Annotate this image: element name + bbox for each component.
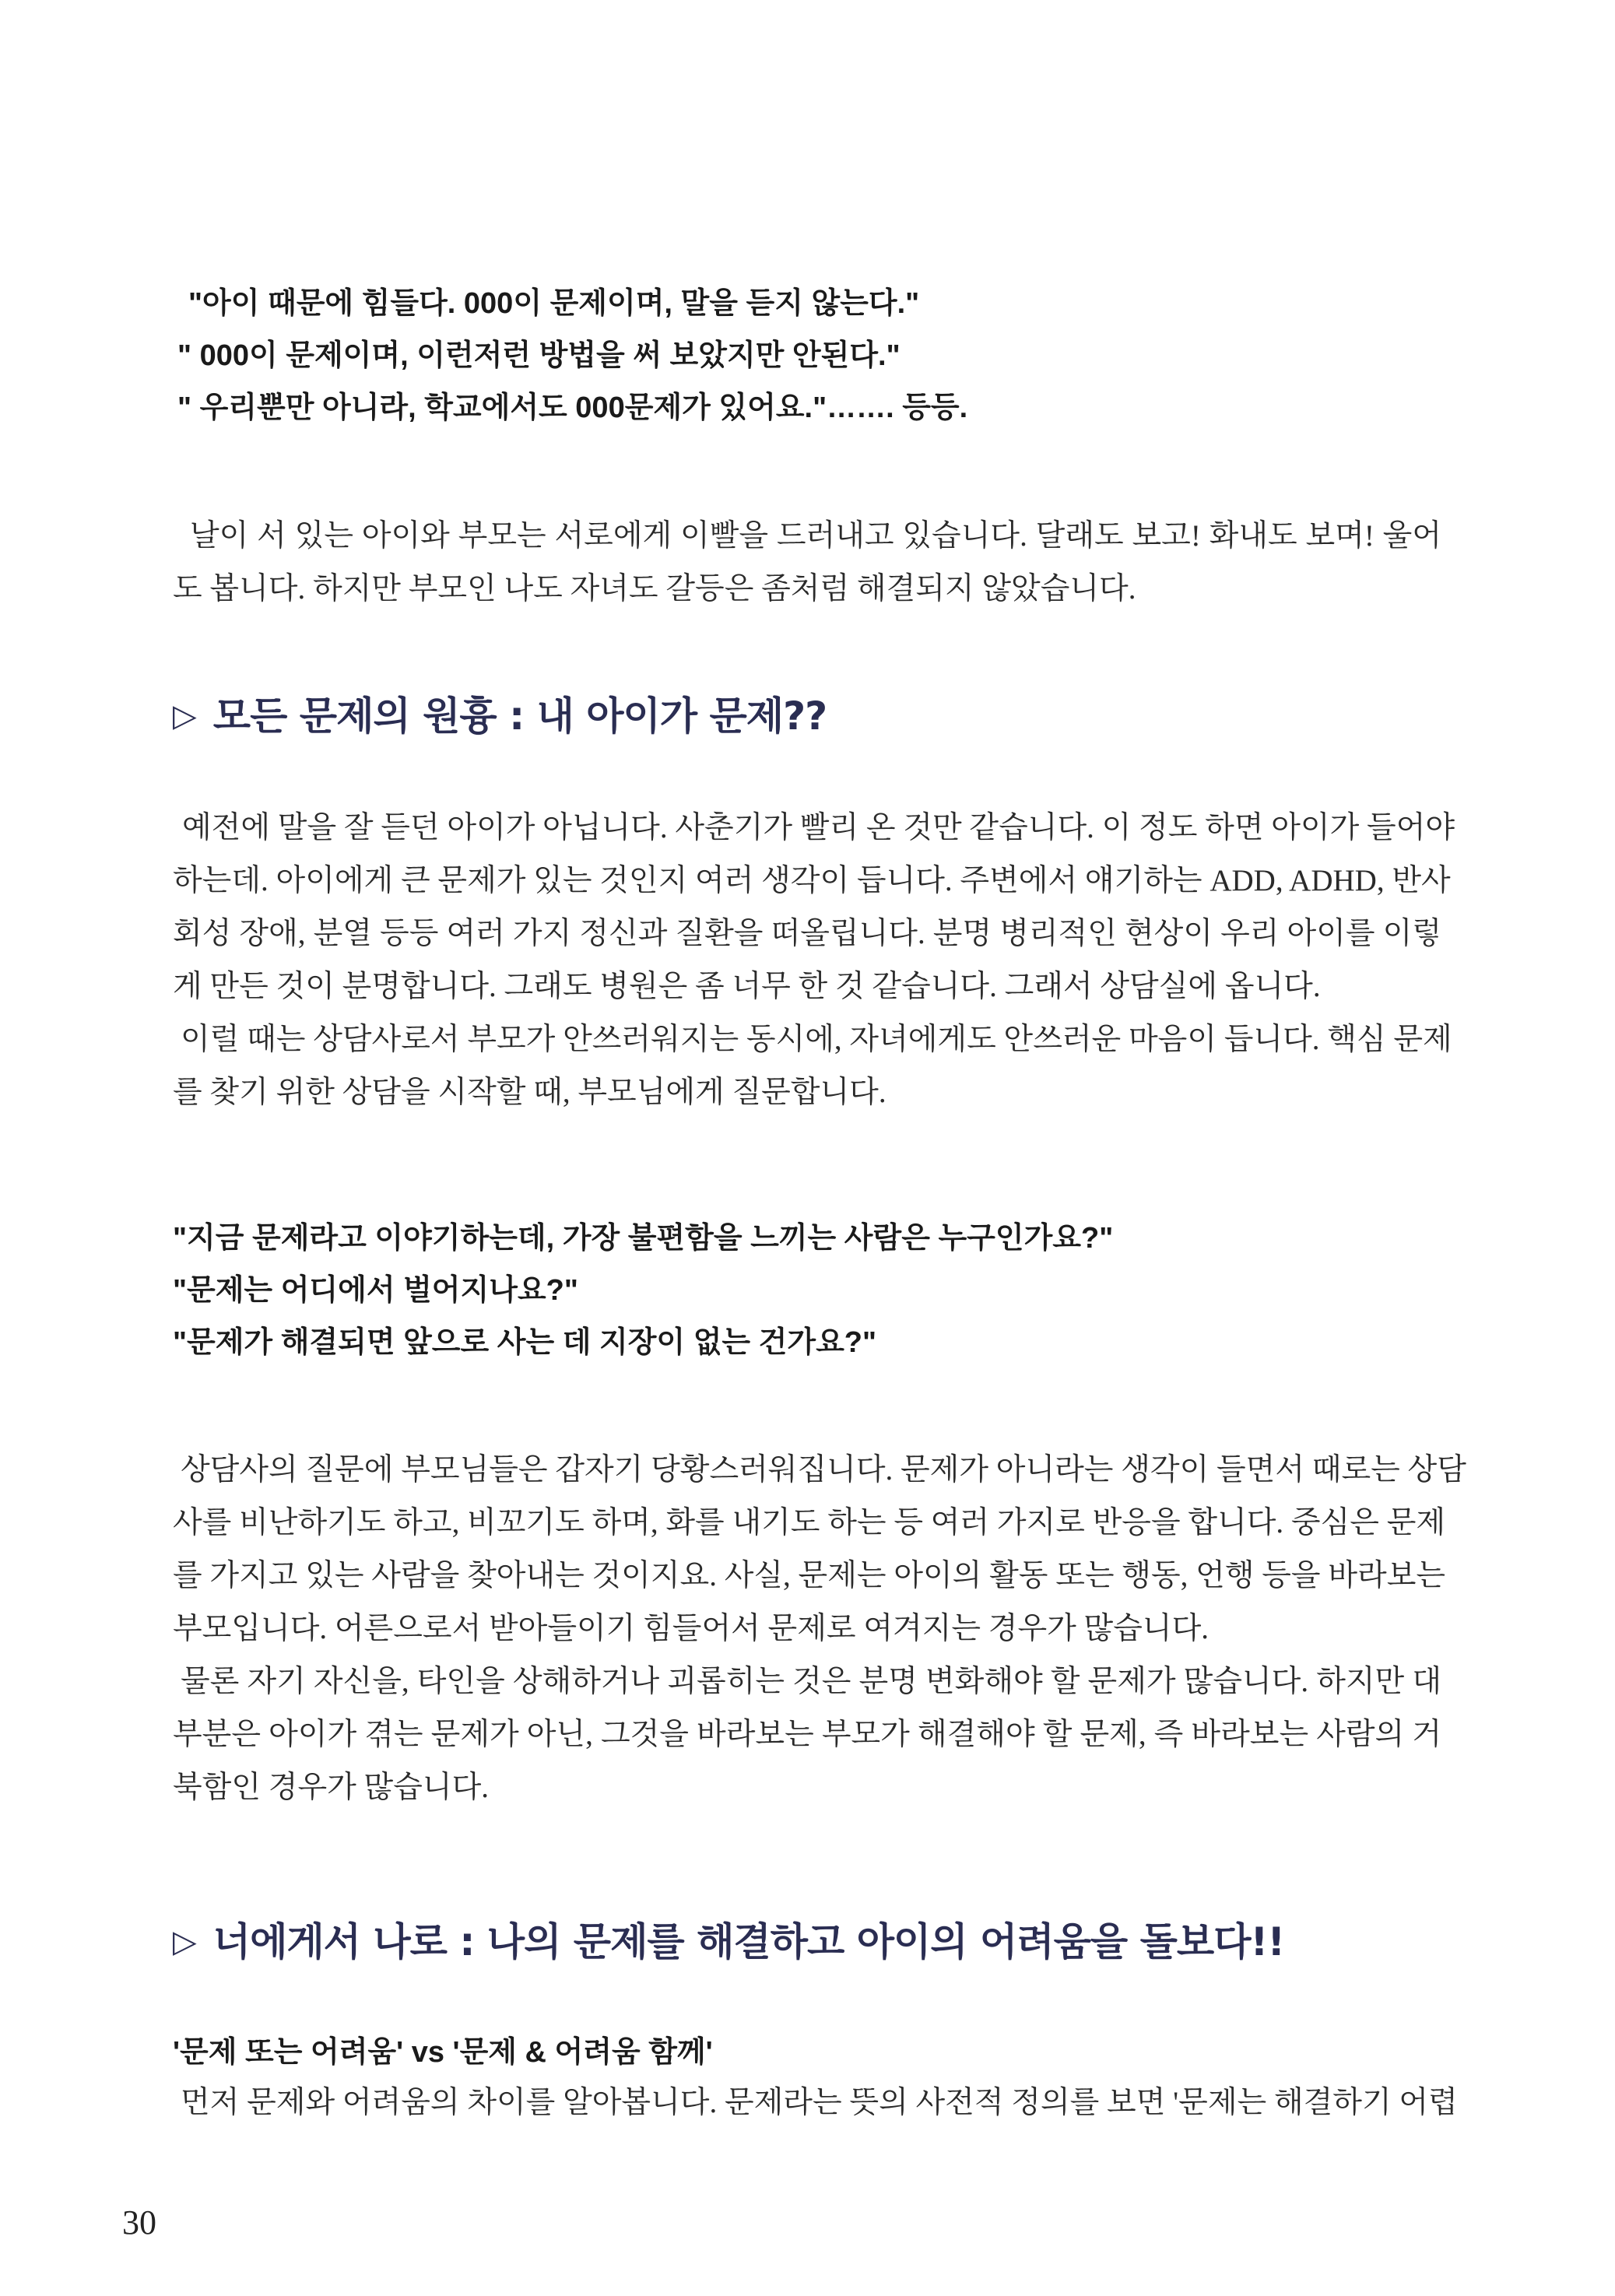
- question-list: [173, 1213, 1457, 1369]
- paragraph-line: 를 가지고 있는 사람을 찾아내는 것이지요. 사실, 문제는 아이의 활동 또는 행동, 언행 등을 바라보는: [173, 1559, 1446, 1592]
- paragraph: [173, 802, 1455, 1013]
- section-heading-text: 모든 문제의 원흉 : 내 아이가 문제??: [212, 693, 827, 739]
- paragraph-line: 이럴 때는 상담사로서 부모가 안쓰러워지는 동시에, 자녀에게도 안쓰러운 마음이 듭니다. 핵심 문제: [181, 1023, 1452, 1056]
- section-heading: [173, 1911, 1284, 1967]
- paragraph: [173, 2077, 1458, 2129]
- paragraph-line: 사를 비난하기도 하고, 비꼬기도 하며, 화를 내기도 하는 등 여러 가지로 반응을 합니다. 중심은 문제: [173, 1506, 1446, 1539]
- paragraph-line: 상담사의 질문에 부모님들은 갑자기 당황스러워집니다. 문제가 아니라는 생각이 들면서 때로는 상담: [181, 1453, 1466, 1487]
- paragraph-line: 부분은 아이가 겪는 문제가 아닌, 그것을 바라보는 부모가 해결해야 할 문제, 즉 바라보는 사람의 거: [173, 1718, 1441, 1751]
- paragraph-line: 예전에 말을 잘 듣던 아이가 아닙니다. 사춘기가 빨리 온 것만 같습니다. 이 정도 하면 아이가 들어야: [182, 811, 1455, 844]
- paragraph-line: 게 만든 것이 분명합니다. 그래도 병원은 좀 너무 한 것 같습니다. 그래서 상담실에 옵니다.: [173, 970, 1321, 1003]
- paragraph-line: 물론 자기 자신을, 타인을 상해하거나 괴롭히는 것은 분명 변화해야 할 문제가 많습니다. 하지만 대: [181, 1665, 1441, 1698]
- paragraph-line: 하는데. 아이에게 큰 문제가 있는 것인지 여러 생각이 듭니다. 주변에서 얘기하는 ADD, ADHD, 반사: [173, 864, 1451, 897]
- paragraph-line: 북함인 경우가 많습니다.: [173, 1771, 489, 1804]
- intro-quotes: [188, 278, 1473, 330]
- triangle-marker-icon: ▷: [173, 1924, 196, 1960]
- quote-line: " 우리뿐만 아니라, 학교에서도 000문제가 있어요."……. 등등.: [177, 391, 968, 424]
- paragraph-line: 를 찾기 위한 상담을 시작할 때, 부모님에게 질문합니다.: [173, 1076, 886, 1109]
- paragraph-line: 날이 서 있는 아이와 부모는 서로에게 이빨을 드러내고 있습니다. 달래도 보고! 화내도 보며! 울어: [190, 519, 1441, 553]
- section-heading-text: 너에게서 나로 : 나의 문제를 해결하고 아이의 어려움을 돌보다!!: [212, 1919, 1285, 1964]
- triangle-marker-icon: ▷: [173, 698, 196, 734]
- paragraph-line: 회성 장애, 분열 등등 여러 가지 정신과 질환을 떠올립니다. 분명 병리적인 현상이 우리 아이를 이렇: [173, 917, 1441, 950]
- paragraph-line: 부모입니다. 어른으로서 받아들이기 힘들어서 문제로 여겨지는 경우가 많습니다.: [173, 1612, 1209, 1645]
- paragraph-line: 도 봅니다. 하지만 부모인 나도 자녀도 갈등은 좀처럼 해결되지 않았습니다.: [173, 572, 1136, 606]
- quote-line: "아이 때문에 힘들다. 000이 문제이며, 말을 듣지 않는다.": [188, 287, 920, 320]
- intro-quotes: [177, 330, 1462, 382]
- paragraph: [173, 510, 1441, 616]
- question-line: "문제는 어디에서 벌어지나요?": [173, 1274, 578, 1307]
- section-heading: [173, 685, 827, 741]
- question-line: "문제가 해결되면 앞으로 사는 데 지장이 없는 건가요?": [173, 1326, 877, 1359]
- page-number: 30: [122, 2203, 156, 2242]
- quote-line: " 000이 문제이며, 이런저런 방법을 써 보았지만 안된다.": [177, 339, 901, 372]
- intro-quotes: [177, 382, 1462, 434]
- sub-heading: '문제 또는 어려움' vs '문제 & 어려움 함께': [173, 2036, 713, 2069]
- paragraph: [173, 1444, 1466, 1655]
- question-line: "지금 문제라고 이야기하는데, 가장 불편함을 느끼는 사람은 누구인가요?": [173, 1222, 1114, 1255]
- paragraph: [173, 1655, 1441, 1814]
- paragraph-line: 먼저 문제와 어려움의 차이를 알아봅니다. 문제라는 뜻의 사전적 정의를 보면 '문제는 해결하기 어렵: [181, 2086, 1458, 2119]
- paragraph: [173, 1013, 1452, 1119]
